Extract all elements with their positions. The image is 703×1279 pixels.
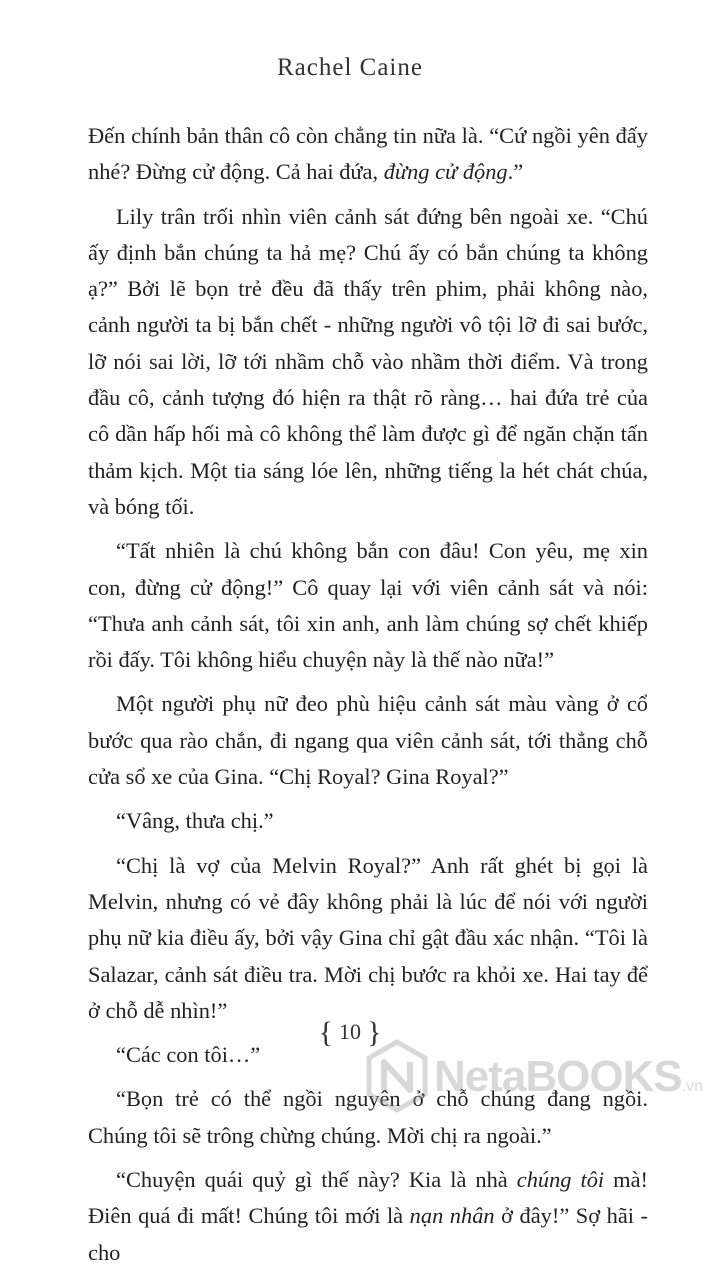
text-segment: Lily trân trối nhìn viên cảnh sát đứng bên ngoài xe. “Chú ấy định bắn chúng ta hả mẹ? Chú ấy có bắn chúng ta không ạ?” Bởi lẽ bọn trẻ đều đã thấy trên phim, phải không nào, cảnh người ta bị bắn chết - những người vô tội lỡ đi sai bước, lỡ nói sai lời, lỡ tới nhầm chỗ vào nhầm thời điểm. Và trong đầu cô, cảnh tượng đó hiện ra thật rõ ràng… hai đứa trẻ của cô dần hấp hối mà cô không thể làm được gì để ngăn chặn tấn thảm kịch. Một tia sáng lóe lên, những tiếng la hét chát chúa, và bóng tối.	[88, 203, 648, 519]
text-segment: “Bọn trẻ có thể ngồi nguyên ở chỗ chúng đang ngồi. Chúng tôi sẽ trông chừng chúng. Mời chị ra ngoài.”	[88, 1086, 648, 1148]
text-segment: “Các con tôi…”	[116, 1042, 261, 1068]
text-segment: Đến chính bản thân cô còn chẳng tin nữa là. “Cứ ngồi yên đấy nhé? Đừng cử động. Cả hai đứa,	[88, 123, 648, 185]
netabooks-watermark	[366, 1034, 703, 1118]
footer-brace-open: {	[318, 1016, 333, 1049]
paragraph	[88, 533, 648, 678]
paragraph	[88, 848, 648, 1029]
italic-text: đừng cử động	[383, 159, 508, 185]
italic-text: chúng tôi	[516, 1167, 605, 1193]
text-segment: “Chị là vợ của Melvin Royal?” Anh rất ghét bị gọi là Melvin, nhưng có vẻ đây không phải là lúc để nói với người phụ nữ kia điều ấy, bởi vậy Gina chỉ gật đầu xác nhận. “Tôi là Salazar, cảnh sát điều tra. Mời chị bước ra khỏi xe. Hai tay để ở chỗ dễ nhìn!”	[88, 852, 648, 1023]
text-segment: “Vâng, thưa chị.”	[116, 808, 274, 834]
paragraph	[88, 199, 648, 526]
paragraph	[88, 118, 648, 191]
page-number: 10	[339, 1019, 361, 1044]
text-segment: .”	[507, 159, 524, 185]
text-segment: mà! Điên quá đi mất! Chúng tôi mới là	[88, 1167, 648, 1229]
text-segment: “Tất nhiên là chú không bắn con đâu! Con yêu, mẹ xin con, đừng cử động!” Cô quay lại với viên cảnh sát và nói: “Thưa anh cảnh sát, tôi xin anh, anh làm chúng sợ chết khiếp rồi đấy. Tôi không hiểu chuyện này là thế nào nữa!”	[88, 538, 648, 673]
paragraph	[88, 803, 648, 839]
watermark-brand: NetaBOOKS.vn	[434, 1052, 703, 1101]
text-segment: “Chuyện quái quỷ gì thế này? Kia là nhà	[116, 1167, 517, 1193]
italic-text: nạn nhân	[409, 1203, 495, 1229]
footer-brace-close: }	[367, 1016, 382, 1049]
paragraph	[88, 1162, 648, 1271]
text-segment: Một người phụ nữ đeo phù hiệu cảnh sát màu vàng ở cổ bước qua rào chắn, đi ngang qua viên cảnh sát, tới thẳng chỗ cửa sổ xe của Gina. “Chị Royal? Gina Royal?”	[88, 691, 648, 790]
nb-logo-icon	[366, 1040, 428, 1112]
running-header: Rachel Caine	[277, 54, 423, 81]
paragraph	[88, 686, 648, 795]
text-segment: ở đây!” Sợ hãi - cho	[88, 1203, 648, 1265]
